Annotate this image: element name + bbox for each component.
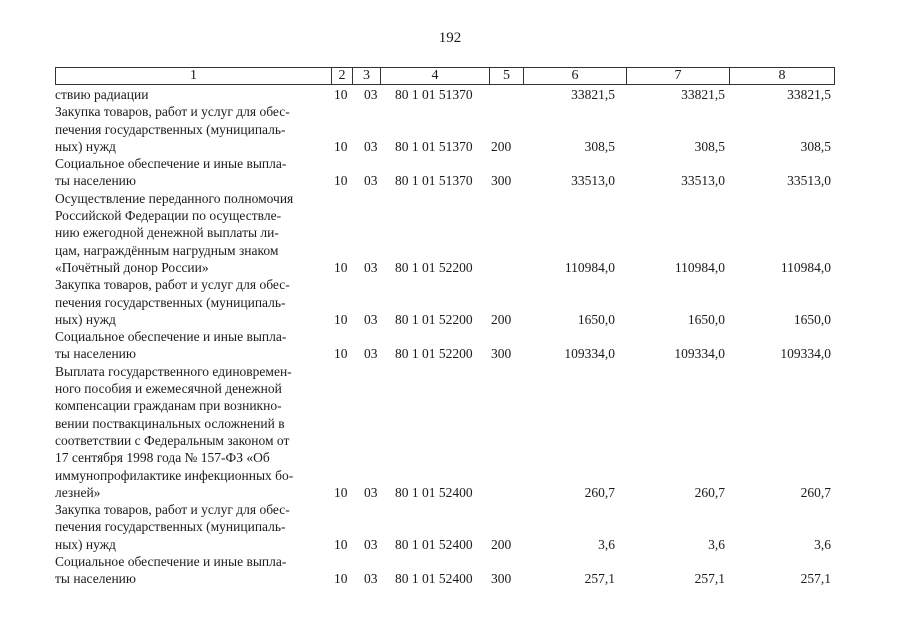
cell-amount-col6: 33513,0 [571,173,615,189]
header-col-5: 5 [489,68,523,84]
row-description-line: вении поствакцинальных осложнений в [55,415,285,431]
cell-amount-col6: 308,5 [584,138,615,154]
row-description-line: ных) нужд [55,536,116,552]
cell-target-article: 80 1 01 52400 [395,484,473,500]
cell-amount-col7: 33821,5 [681,87,725,102]
cell-amount-col7: 109334,0 [674,346,725,362]
cell-subsection: 03 [364,484,378,500]
cell-amount-col8: 33821,5 [787,87,831,102]
cell-section: 10 [334,571,348,587]
cell-amount-col6: 1650,0 [577,311,615,327]
row-description-line: цам, награждённым нагрудным знаком [55,242,279,258]
cell-target-article: 80 1 01 51370 [395,138,473,154]
row-description-line: лезней» [55,484,101,500]
row-description [55,553,325,588]
cell-section: 10 [334,87,348,102]
cell-subsection: 03 [364,571,378,587]
cell-subsection: 03 [364,311,378,327]
cell-amount-col8: 257,1 [800,571,831,587]
header-col-2: 2 [331,68,352,84]
header-col-1: 1 [190,68,197,83]
row-description-line: ных) нужд [55,311,116,327]
row-description-line: ты населению [55,173,136,189]
cell-target-article: 80 1 01 52400 [395,536,473,552]
row-description-line: Социальное обеспечение и иные выпла- [55,329,287,345]
row-description-line: компенсации гражданам при возникно- [55,398,282,414]
cell-amount-col6: 257,1 [584,571,615,587]
row-description-line: ты населению [55,571,136,587]
cell-amount-col7: 1650,0 [687,311,725,327]
cell-expense-type: 300 [491,173,512,189]
row-description-line: печения государственных (муниципаль- [55,519,286,535]
row-description-line: Социальное обеспечение и иные выпла- [55,554,287,570]
row-description-line: иммунопрофилактике инфекционных бо- [55,467,294,483]
cell-amount-col8: 260,7 [800,484,831,500]
cell-target-article: 80 1 01 52200 [395,346,473,362]
cell-section: 10 [334,311,348,327]
row-description-line: Выплата государственного единовремен- [55,363,292,379]
cell-expense-type: 300 [491,346,512,362]
row-description-line: ных) нужд [55,138,116,154]
row-description [55,276,325,328]
cell-target-article: 80 1 01 52400 [395,571,473,587]
cell-amount-col7: 257,1 [694,571,725,587]
cell-subsection: 03 [364,173,378,189]
cell-amount-col8: 308,5 [800,138,831,154]
row-description [55,501,325,553]
cell-amount-col7: 308,5 [694,138,725,154]
cell-section: 10 [334,346,348,362]
cell-subsection: 03 [364,138,378,154]
page-number: 192 [438,30,462,46]
cell-amount-col7: 110984,0 [674,259,725,275]
row-description-line: Закупка товаров, работ и услуг для обес- [55,502,290,518]
cell-amount-col6: 260,7 [584,484,615,500]
row-description-line: печения государственных (муниципаль- [55,121,286,137]
cell-expense-type: 200 [491,536,512,552]
row-description [55,363,325,501]
cell-section: 10 [334,173,348,189]
cell-amount-col8: 110984,0 [780,259,831,275]
row-description [55,328,325,363]
row-description [55,86,325,103]
cell-amount-col6: 109334,0 [564,346,615,362]
row-description-line: соответствии с Федеральным законом от [55,432,290,448]
cell-amount-col6: 33821,5 [571,87,615,102]
row-description [55,155,325,190]
cell-section: 10 [334,259,348,275]
cell-subsection: 03 [364,536,378,552]
cell-target-article: 80 1 01 52200 [395,311,473,327]
cell-target-article: 80 1 01 51370 [395,173,473,189]
row-description-line: Осуществление переданного полномочия [55,190,294,206]
row-description-line: нию ежегодной денежной выплаты ли- [55,225,279,241]
row-description-line: 17 сентября 1998 года № 157-ФЗ «Об [55,450,270,466]
cell-amount-col8: 109334,0 [780,346,831,362]
cell-subsection: 03 [364,259,378,275]
cell-section: 10 [334,536,348,552]
row-description-line: ты населению [55,346,136,362]
cell-subsection: 03 [364,87,378,102]
cell-amount-col6: 3,6 [598,536,615,552]
cell-expense-type: 200 [491,138,512,154]
row-description-line: ствию радиации [55,87,149,102]
row-description [55,103,325,155]
row-description-line: печения государственных (муниципаль- [55,294,286,310]
cell-amount-col7: 33513,0 [681,173,725,189]
cell-expense-type: 200 [491,311,512,327]
header-col-8: 8 [729,68,834,84]
row-description-line: Российской Федерации по осуществле- [55,208,282,224]
cell-amount-col8: 1650,0 [793,311,831,327]
cell-target-article: 80 1 01 51370 [395,87,473,102]
row-description-line: ного пособия и ежемесячной денежной [55,381,282,397]
cell-amount-col6: 110984,0 [564,259,615,275]
cell-amount-col8: 33513,0 [787,173,831,189]
cell-amount-col8: 3,6 [814,536,831,552]
row-description-line: «Почётный донор России» [55,259,209,275]
row-description-line: Закупка товаров, работ и услуг для обес- [55,277,290,293]
cell-expense-type: 300 [491,571,512,587]
row-description [55,190,325,276]
cell-amount-col7: 3,6 [708,536,725,552]
header-col-4: 4 [380,68,489,84]
cell-subsection: 03 [364,346,378,362]
cell-amount-col7: 260,7 [694,484,725,500]
header-col-6: 6 [523,68,626,84]
header-col-7: 7 [626,68,729,84]
cell-section: 10 [334,138,348,154]
cell-section: 10 [334,484,348,500]
row-description-line: Закупка товаров, работ и услуг для обес- [55,104,290,120]
cell-target-article: 80 1 01 52200 [395,259,473,275]
header-col-3: 3 [352,68,380,84]
row-description-line: Социальное обеспечение и иные выпла- [55,156,287,172]
